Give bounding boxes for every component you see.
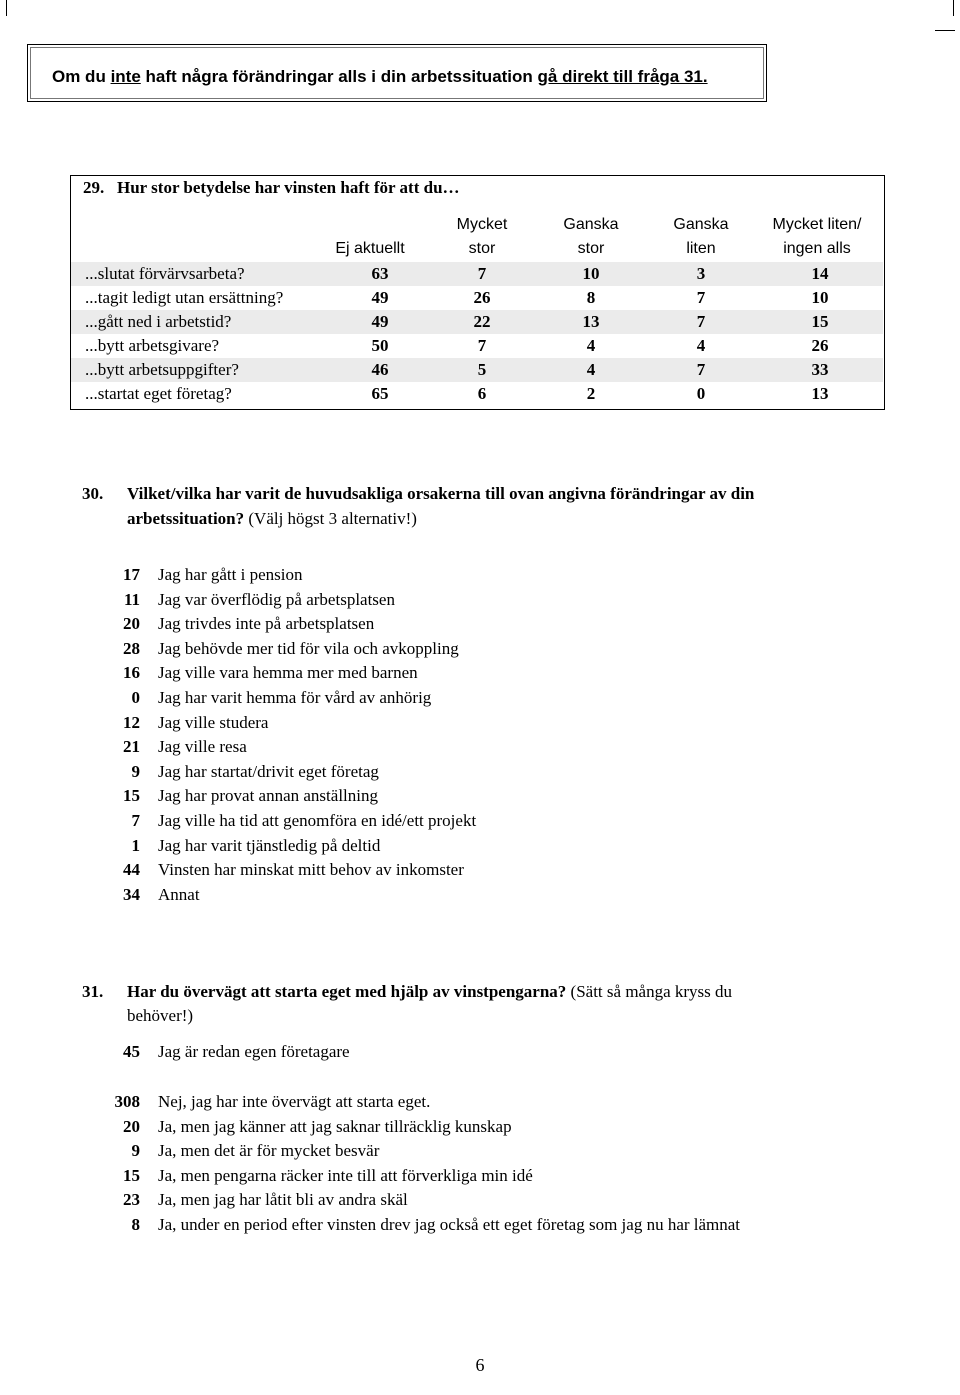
cell-value: 50: [371, 336, 389, 355]
cell-value: 7: [696, 360, 706, 379]
list-item: 20 Ja, men jag känner att jag saknar tillräcklig kunskap: [123, 1116, 512, 1136]
row-label: ...startat eget företag?: [85, 384, 232, 403]
cell-value: 6: [477, 384, 487, 403]
list-item: 15 Jag har provat annan anställning: [123, 786, 378, 806]
list-item: 7 Jag ville ha tid att genomföra en idé/ett projekt: [131, 811, 477, 830]
question-29-box: [70, 175, 885, 410]
skip-instruction-box: [27, 44, 767, 102]
list-item: 20 Jag trivdes inte på arbetsplatsen: [123, 614, 375, 634]
question-30-note: (Välj högst 3 alternativ!): [244, 509, 417, 528]
table-row: [71, 262, 883, 286]
notice-prefix: Om du: [52, 67, 111, 86]
table-row: [71, 286, 883, 310]
question-30-number: 30.: [82, 484, 104, 503]
cell-value: 7: [696, 288, 706, 307]
cell-value: 10: [582, 264, 600, 283]
cell-value: 22: [473, 312, 491, 331]
row-label: ...bytt arbetsgivare?: [85, 336, 220, 355]
cell-value: 49: [371, 288, 389, 307]
cell-value: 3: [696, 264, 706, 283]
list-item: 34 Annat: [123, 884, 200, 904]
list-item: 9 Ja, men det är för mycket besvär: [131, 1141, 380, 1161]
row-label: ...gått ned i arbetstid?: [85, 312, 232, 331]
cell-value: 0: [696, 384, 706, 403]
question-title: Hur stor betydelse har vinsten haft för att du…: [117, 178, 460, 197]
list-item: 23 Ja, men jag har låtit bli av andra skäl: [123, 1190, 408, 1210]
crop-mark: [935, 30, 955, 31]
column-header: Mycket liten/ ingen alls: [772, 216, 862, 257]
question-30-title-line2: arbetssituation? (Välj högst 3 alternativ!): [127, 509, 417, 528]
crop-mark: [953, 0, 954, 16]
cell-value: 4: [586, 360, 596, 379]
cell-value: 7: [477, 264, 487, 283]
cell-value: 63: [371, 264, 389, 283]
row-label: ...slutat förvärvsarbeta?: [85, 264, 245, 283]
cell-value: 46: [371, 360, 389, 379]
cell-value: 8: [586, 288, 596, 307]
row-label: ...tagit ledigt utan ersättning?: [85, 288, 284, 307]
list-item: 1 Jag har varit tjänstledig på deltid: [131, 835, 381, 855]
table-row: [71, 358, 883, 382]
question-number: 29.: [83, 178, 105, 197]
list-item: 9 Jag har startat/drivit eget företag: [131, 761, 379, 781]
list-item: 44 Vinsten har minskat mitt behov av inkomster: [123, 860, 464, 880]
page-number: 6: [475, 1355, 485, 1375]
cell-value: 65: [371, 384, 389, 403]
cell-value: 49: [371, 312, 389, 331]
cell-value: 5: [477, 360, 487, 379]
list-item: 28 Jag behövde mer tid för vila och avkoppling: [123, 638, 459, 658]
cell-value: 13: [811, 384, 829, 403]
question-29-heading: [83, 178, 460, 198]
notice-underlined: inte: [110, 67, 141, 86]
cell-value: 33: [811, 360, 829, 379]
list-item: 11 Jag var överflödig på arbetsplatsen: [123, 589, 395, 609]
cell-value: 7: [477, 336, 487, 355]
column-header: Ej aktuellt: [335, 240, 405, 257]
cell-value: 4: [696, 336, 706, 355]
list-item: 8 Ja, under en period efter vinsten drev jag också ett eget företag som jag nu har lämnat: [131, 1215, 741, 1234]
question-31-title: Har du övervägt att starta eget med hjälp av vinstpengarna? (Sätt så många kryss du: [127, 982, 733, 1001]
cell-value: 4: [586, 336, 596, 355]
column-header: Mycket stor: [456, 216, 508, 257]
cell-value: 2: [586, 384, 596, 403]
cell-value: 10: [811, 288, 829, 307]
cell-value: 13: [582, 312, 600, 331]
table-row: [71, 382, 883, 406]
list-item: 15 Ja, men pengarna räcker inte till att förverkliga min idé: [123, 1165, 533, 1185]
cell-value: 26: [811, 336, 829, 355]
crop-mark: [6, 0, 7, 16]
list-item: 0 Jag har varit hemma för vård av anhörig: [131, 688, 432, 707]
list-item: 16 Jag ville vara hemma mer med barnen: [123, 663, 418, 683]
skip-instruction: [52, 67, 708, 87]
question-31-number: 31.: [82, 982, 104, 1001]
cell-value: 14: [811, 264, 829, 283]
question-30-title: Vilket/vilka har varit de huvudsakliga orsakerna till ovan angivna förändringar av din: [127, 484, 755, 503]
row-label: ...bytt arbetsuppgifter?: [85, 360, 239, 379]
table-row: [71, 310, 883, 334]
column-header: Ganska liten: [673, 216, 729, 257]
question-31-note: (Sätt så många kryss du: [566, 982, 733, 1001]
column-header: Ganska stor: [563, 216, 619, 257]
list-item: 45 Jag är redan egen företagare: [123, 1042, 350, 1061]
list-item: 308 Nej, jag har inte övervägt att starta eget.: [114, 1092, 431, 1111]
list-item: 17 Jag har gått i pension: [123, 565, 303, 584]
table-row: [71, 334, 883, 358]
cell-value: 26: [473, 288, 491, 307]
notice-goto: gå direkt till fråga 31.: [537, 67, 708, 86]
question-31-note-line2: behöver!): [127, 1006, 194, 1025]
cell-value: 7: [696, 312, 706, 331]
list-item: 12 Jag ville studera: [123, 712, 269, 732]
cell-value: 15: [811, 312, 829, 331]
notice-middle: haft några förändringar alls i din arbetssituation: [140, 67, 538, 86]
list-item: 21 Jag ville resa: [123, 737, 247, 757]
